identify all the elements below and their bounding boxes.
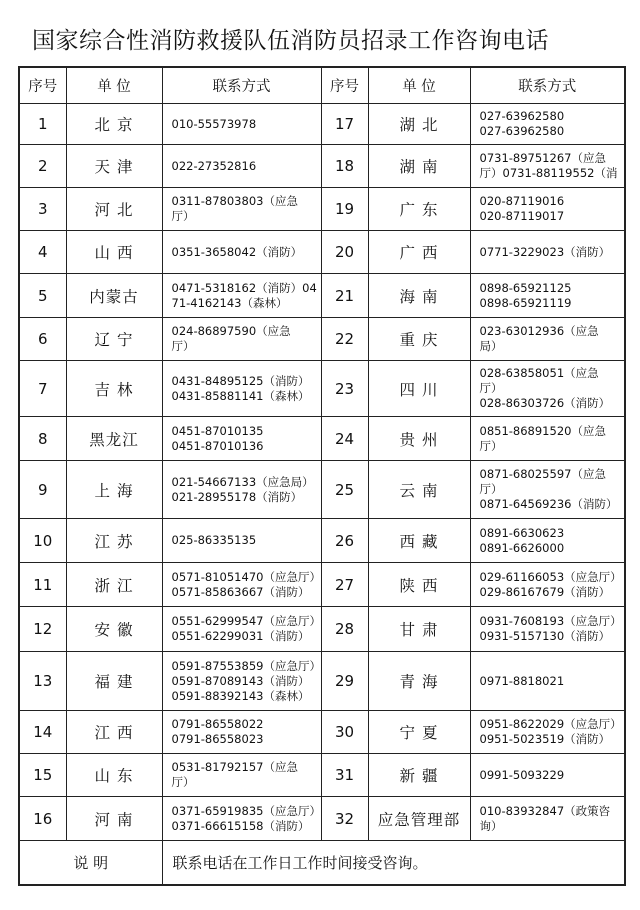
header-unit-right: 单 位 [368, 67, 470, 104]
page-title: 国家综合性消防救援队伍消防员招录工作咨询电话 [32, 28, 549, 54]
unit-name: 河 南 [66, 797, 162, 841]
unit-name: 新 疆 [368, 754, 470, 797]
contact-line: 0311-87803803（应急 [171, 194, 298, 208]
contact-line: 0891-6626000 [479, 540, 565, 555]
contact-line: 厅） [479, 438, 503, 453]
row-number: 10 [19, 519, 66, 563]
contact-line: 厅） [171, 209, 195, 223]
contact-line: 0951-8622029（应急厅） [479, 717, 622, 731]
table-row [19, 188, 625, 231]
contact-line: 0371-66615158（消防） [171, 818, 310, 833]
contact-line: 0971-8818021 [479, 673, 565, 688]
row-number: 19 [321, 188, 368, 231]
contact-cell [470, 417, 625, 461]
unit-name: 海 南 [368, 274, 470, 318]
unit-name: 贵 州 [368, 417, 470, 461]
table-row [19, 563, 625, 607]
unit-name: 青 海 [368, 652, 470, 711]
contact-line: 028-86303726（消防） [479, 396, 611, 410]
table-row [19, 652, 625, 711]
table-row [19, 417, 625, 461]
unit-name: 宁 夏 [368, 711, 470, 754]
row-number: 16 [19, 797, 66, 841]
row-number: 30 [321, 711, 368, 754]
unit-name: 湖 南 [368, 145, 470, 188]
contact-cell [162, 711, 321, 754]
contact-cell [470, 607, 625, 652]
contact-cell [470, 361, 625, 417]
contact-cell [162, 274, 321, 318]
table-row [19, 519, 625, 563]
contact-line: 0471-5318162（消防）04 [171, 280, 317, 295]
row-number: 15 [19, 754, 66, 797]
unit-name: 应急管理部 [368, 797, 470, 841]
contact-line: 0871-68025597（应急 [479, 467, 606, 481]
row-number: 13 [19, 652, 66, 711]
contact-cell [162, 318, 321, 361]
row-number: 14 [19, 711, 66, 754]
table-row [19, 145, 625, 188]
contact-line: 0731-89751267（应急 [479, 151, 606, 165]
contact-line: 027-63962580 [479, 124, 565, 138]
contact-cell [162, 563, 321, 607]
unit-name: 福 建 [66, 652, 162, 711]
contact-line: 0931-7608193（应急厅） [479, 614, 622, 628]
contact-cell [162, 754, 321, 797]
unit-name: 山 东 [66, 754, 162, 797]
contact-cell [162, 461, 321, 519]
unit-name: 河 北 [66, 188, 162, 231]
contact-cell [470, 652, 625, 711]
unit-name: 浙 江 [66, 563, 162, 607]
unit-name: 湖 北 [368, 104, 470, 145]
contact-cell [162, 188, 321, 231]
row-number: 2 [19, 145, 66, 188]
contact-line: 0871-64569236（消防） [479, 497, 618, 511]
contact-line: 025-86335135 [171, 533, 257, 547]
contact-cell [470, 563, 625, 607]
contact-line: 0451-87010135 [171, 423, 264, 438]
contact-line: 0898-65921119 [479, 295, 572, 310]
unit-name: 北 京 [66, 104, 162, 145]
contact-line: 0351-3658042（消防） [171, 244, 303, 259]
unit-name: 安 徽 [66, 607, 162, 652]
contact-line: 0431-84895125（消防） [171, 373, 310, 388]
contact-line: 0571-85863667（消防） [171, 584, 310, 599]
row-number: 25 [321, 461, 368, 519]
contact-cell [162, 361, 321, 417]
note-text: 联系电话在工作日工作时间接受咨询。 [162, 841, 625, 886]
row-number: 32 [321, 797, 368, 841]
table-body [19, 104, 625, 841]
row-number: 8 [19, 417, 66, 461]
unit-name: 内蒙古 [66, 274, 162, 318]
row-number: 18 [321, 145, 368, 188]
table-row [19, 797, 625, 841]
table-row [19, 318, 625, 361]
contact-line: 0451-87010136 [171, 438, 264, 453]
unit-name: 天 津 [66, 145, 162, 188]
contact-line: 029-61166053（应急厅） [479, 569, 622, 584]
row-number: 20 [321, 231, 368, 274]
unit-name: 山 西 [66, 231, 162, 274]
contact-line: 0951-5023519（消防） [479, 732, 611, 746]
contact-cell [162, 607, 321, 652]
table-row [19, 711, 625, 754]
contact-line: 0531-81792157（应急 [171, 760, 298, 774]
row-number: 11 [19, 563, 66, 607]
row-number: 5 [19, 274, 66, 318]
contact-line: 0591-87553859（应急厅） [171, 658, 321, 673]
contact-line: 0771-3229023（消防） [479, 244, 611, 259]
contact-line: 023-63012936（应急 [479, 324, 599, 338]
row-number: 26 [321, 519, 368, 563]
header-row [19, 67, 625, 104]
contact-line: 0371-65919835（应急厅） [171, 803, 321, 818]
contact-cell [162, 652, 321, 711]
row-number: 24 [321, 417, 368, 461]
row-number: 27 [321, 563, 368, 607]
table-row [19, 607, 625, 652]
row-number: 23 [321, 361, 368, 417]
contact-cell [162, 104, 321, 145]
contact-line: 0851-86891520（应急 [479, 423, 606, 438]
unit-name: 广 西 [368, 231, 470, 274]
contact-line: 0891-6630623 [479, 525, 565, 540]
contact-cell [470, 519, 625, 563]
row-number: 7 [19, 361, 66, 417]
contact-cell [470, 188, 625, 231]
contact-line: 022-27352816 [171, 158, 257, 173]
contact-line: 0791-86558023 [171, 732, 264, 746]
row-number: 17 [321, 104, 368, 145]
contact-line: 024-86897590（应急 [171, 324, 291, 338]
contact-line: 0898-65921125 [479, 280, 572, 295]
contact-line: 010-55573978 [171, 116, 257, 131]
unit-name: 广 东 [368, 188, 470, 231]
contact-cell [162, 797, 321, 841]
contact-line: 029-86167679（消防） [479, 584, 611, 599]
contact-line: 0591-88392143（森林） [171, 688, 310, 703]
contact-cell [470, 231, 625, 274]
contact-cell [470, 104, 625, 145]
row-number: 31 [321, 754, 368, 797]
contact-line: 010-83932847（政策咨 [479, 803, 611, 818]
contact-line: 021-28955178（消防） [171, 489, 303, 504]
contact-line: 厅）0731-88119552（消 [479, 166, 618, 180]
contact-line: 020-87119017 [479, 209, 565, 223]
row-number: 4 [19, 231, 66, 274]
contact-line: 厅） [479, 482, 503, 496]
row-number: 29 [321, 652, 368, 711]
table-row [19, 754, 625, 797]
contact-cell [470, 274, 625, 318]
contact-line: 询） [479, 818, 503, 833]
contact-line: 0551-62999547（应急厅） [171, 614, 321, 628]
contact-cell [470, 797, 625, 841]
contact-cell [470, 145, 625, 188]
contact-table [18, 66, 626, 886]
contact-line: 027-63962580 [479, 109, 565, 123]
contact-line: 0991-5093229 [479, 767, 565, 782]
unit-name: 四 川 [368, 361, 470, 417]
table-row [19, 461, 625, 519]
contact-cell [470, 754, 625, 797]
table-row [19, 274, 625, 318]
header-no-left: 序号 [19, 67, 66, 104]
row-number: 1 [19, 104, 66, 145]
contact-line: 021-54667133（应急局） [171, 474, 314, 489]
unit-name: 辽 宁 [66, 318, 162, 361]
unit-name: 上 海 [66, 461, 162, 519]
row-number: 12 [19, 607, 66, 652]
unit-name: 陕 西 [368, 563, 470, 607]
note-row [19, 841, 625, 886]
contact-line: 厅） [171, 339, 195, 353]
row-number: 21 [321, 274, 368, 318]
row-number: 6 [19, 318, 66, 361]
unit-name: 重 庆 [368, 318, 470, 361]
unit-name: 吉 林 [66, 361, 162, 417]
table-row [19, 361, 625, 417]
contact-line: 0931-5157130（消防） [479, 629, 611, 643]
unit-name: 江 苏 [66, 519, 162, 563]
unit-name: 云 南 [368, 461, 470, 519]
unit-name: 西 藏 [368, 519, 470, 563]
contact-cell [470, 318, 625, 361]
header-contact-left: 联系方式 [162, 67, 321, 104]
contact-line: 0431-85881141（森林） [171, 388, 310, 403]
table-row [19, 231, 625, 274]
contact-cell [162, 417, 321, 461]
contact-cell [470, 711, 625, 754]
contact-cell [470, 461, 625, 519]
contact-cell [162, 519, 321, 563]
contact-line: 0571-81051470（应急厅） [171, 569, 321, 584]
contact-line: 020-87119016 [479, 194, 565, 208]
contact-cell [162, 145, 321, 188]
note-label: 说 明 [19, 841, 162, 886]
contact-line: 厅） [479, 381, 503, 395]
contact-line: 0791-86558022 [171, 717, 264, 731]
contact-cell [162, 231, 321, 274]
row-number: 9 [19, 461, 66, 519]
unit-name: 甘 肃 [368, 607, 470, 652]
row-number: 28 [321, 607, 368, 652]
contact-line: 71-4162143（森林） [171, 295, 288, 310]
contact-line: 0551-62299031（消防） [171, 629, 310, 643]
header-contact-right: 联系方式 [470, 67, 625, 104]
contact-line: 028-63858051（应急 [479, 366, 599, 380]
header-unit-left: 单 位 [66, 67, 162, 104]
table-row [19, 104, 625, 145]
row-number: 22 [321, 318, 368, 361]
unit-name: 江 西 [66, 711, 162, 754]
row-number: 3 [19, 188, 66, 231]
contact-line: 0591-87089143（消防） [171, 673, 310, 688]
unit-name: 黑龙江 [66, 417, 162, 461]
contact-line: 局） [479, 339, 503, 353]
header-no-right: 序号 [321, 67, 368, 104]
contact-line: 厅） [171, 775, 195, 789]
